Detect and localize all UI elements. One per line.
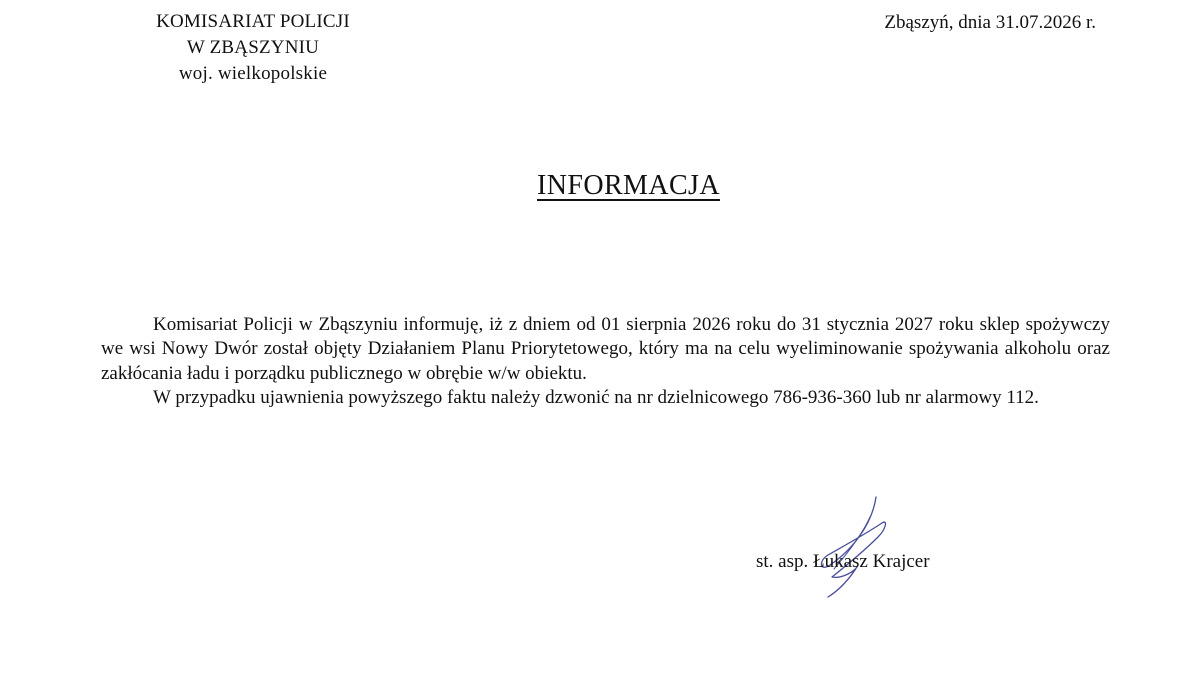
document-body: [101, 313, 1110, 411]
institution-region: woj. wielkopolskie: [178, 63, 328, 84]
place-and-date: Zbąszyń, dnia 31.07.2026 r.: [884, 12, 1096, 33]
signatory-name: st. asp. Łukasz Krajcer: [756, 551, 930, 572]
body-paragraph-2: W przypadku ujawnienia powyższego faktu należy dzwonić na nr dzielnicowego 786-936-360 lub nr alarmowy 112.: [153, 387, 1039, 409]
institution-header: [120, 9, 386, 87]
document-title-text: INFORMACJA: [537, 170, 720, 201]
handwritten-signature: [812, 495, 892, 600]
institution-name-line2: W ZBĄSZYNIU: [186, 37, 320, 58]
institution-name-line1: KOMISARIAT POLICJI: [156, 11, 350, 32]
emblem-fragment-icon: [231, 0, 245, 2]
body-paragraph-1: Komisariat Policji w Zbąszyniu informuję, iż z dniem od 01 sierpnia 2026 roku do 31 stycznia 2027 roku sklep spożywczy we wsi Nowy Dwór został objęty Działaniem Planu Priorytetowego, który ma na celu wyeliminowanie spożywania alkoholu oraz zakłócania ładu i porządku publicznego w obrębie w/w obiektu.: [101, 314, 1110, 384]
document-title: [0, 170, 1200, 202]
